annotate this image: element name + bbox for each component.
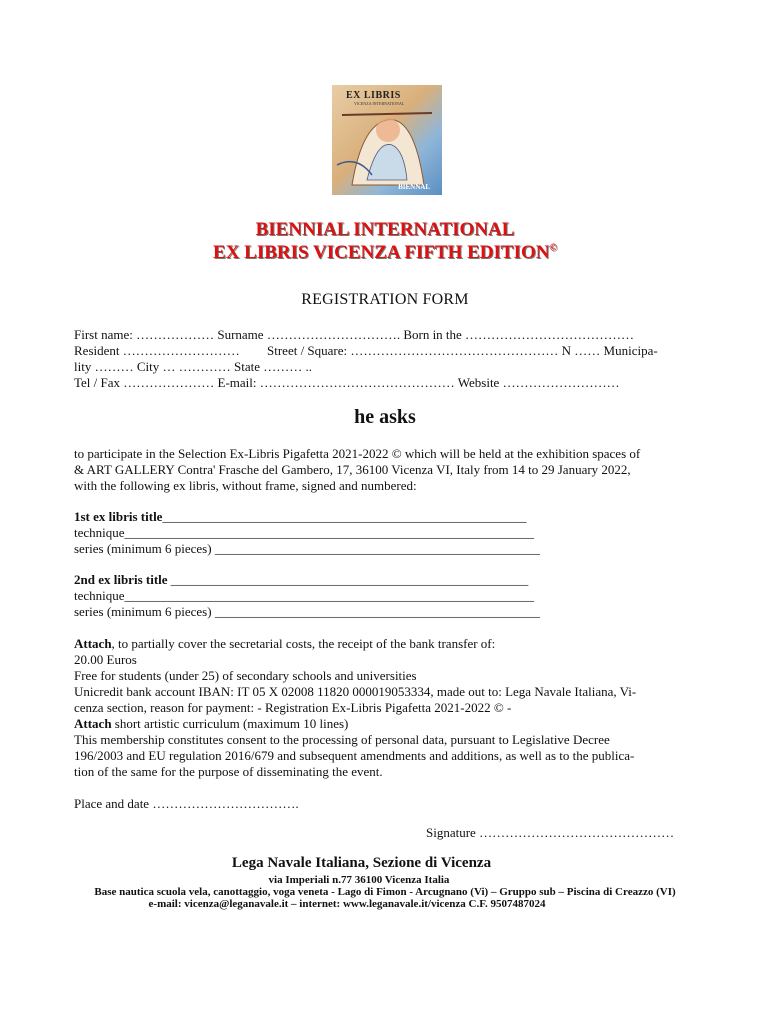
exlibris-logo [332,85,442,195]
copyright-mark: © [549,242,557,254]
consent-line1: This membership constitutes consent to the processing of personal data, pursuant to Legislative Decree [74,732,610,747]
entry1-technique-line[interactable]: _______________________________________________________________ [124,525,535,540]
logo-title: EX LIBRIS [346,90,401,101]
entry1-title-label: 1st ex libris title [74,509,163,524]
entry1-series-label: series (minimum 6 pieces) [74,541,215,556]
heading-line1: BIENNIAL INTERNATIONAL [255,219,515,240]
intro-line1: to participate in the Selection Ex-Libris Pigafetta 2021-2022 © which will be held at the exhibition spaces of [74,446,641,461]
entry1-series-field[interactable] [74,541,696,557]
place-date-field[interactable]: Place and date ……………………………. [74,796,299,811]
form-title: REGISTRATION FORM [301,291,469,308]
attach-receipt-line [74,636,696,652]
signature-field[interactable]: Signature ……………………………………… [426,825,675,840]
entry2-series-label: series (minimum 6 pieces) [74,604,215,619]
entry2-technique-line[interactable]: _______________________________________________________________ [124,588,535,603]
contact-fields-row[interactable]: Tel / Fax ………………… E-mail: ……………………………………… Website ……………………… [74,375,620,390]
entry2-series-field[interactable] [74,604,696,620]
entry2-technique-label: technique [74,588,125,603]
entry1-technique-label: technique [74,525,125,540]
resident-fields-row[interactable] [74,343,696,359]
consent-line3: tion of the same for the purpose of disseminating the event. [74,764,383,779]
bank-line2: cenza section, reason for payment: - Registration Ex-Libris Pigafetta 2021-2022 © - [74,700,512,715]
entry1-title-field[interactable] [74,509,696,525]
attach-text: , to partially cover the secretarial costs, the receipt of the bank transfer of: [111,636,496,651]
he-asks-heading: he asks [354,406,416,428]
fee-free-note: Free for students (under 25) of secondary schools and universities [74,668,417,683]
logo-subtitle: VICENZA INTERNATIONAL [354,101,405,106]
name-fields-row[interactable]: First name: ……………… Surname …………………………. Born in the ………………………………… [74,327,635,342]
entry2-title-line[interactable]: _______________________________________________________ [170,572,529,587]
entry1-series-line[interactable]: __________________________________________________ [214,541,540,556]
bank-line1: Unicredit bank account IBAN: IT 05 X 02008 11820 000019053334, made out to: Lega Navale Italiana, Vi- [74,684,637,699]
footer-contacts: e-mail: vicenza@leganavale.it – internet: www.leganavale.it/vicenza C.F. 9507487024 [148,898,546,910]
street-field[interactable]: Street / Square: ………………………………………… N …… Municipa- [267,343,658,358]
consent-line2: 196/2003 and EU regulation 2016/679 and subsequent amendments and additions, as well as to the publica- [74,748,635,763]
heading-line2-text: EX LIBRIS VICENZA FIFTH EDITION [213,242,550,263]
footer-address: via Imperiali n.77 36100 Vicenza Italia [268,874,450,886]
entry1-title-line[interactable]: ________________________________________________________ [162,509,527,524]
attach-curriculum-line [74,716,696,732]
logo-bottom-text: BIENNAL [398,183,430,191]
attach2-text: short artistic curriculum (maximum 10 lines) [111,716,349,731]
entry2-title-field[interactable] [74,572,696,588]
intro-line2: & ART GALLERY Contra' Frasche del Gambero, 17, 36100 Vicenza VI, Italy from 14 to 29 January 2022, [74,462,631,477]
city-fields-row[interactable]: lity ……… City … ………… State ……… .. [74,359,312,374]
attach-label: Attach [74,636,112,651]
heading-line2 [0,242,770,264]
entry2-title-label: 2nd ex libris title [74,572,171,587]
entry2-technique-field[interactable] [74,588,696,604]
footer-activities: Base nautica scuola vela, canottaggio, voga veneta - Lago di Fimon - Arcugnano (Vi) – Gruppo sub – Piscina di Creazzo (VI) [94,886,676,898]
intro-line3: with the following ex libris, without frame, signed and numbered: [74,478,417,493]
footer-organization: Lega Navale Italiana, Sezione di Vicenza [231,855,492,871]
fee-amount: 20.00 Euros [74,652,137,667]
resident-field[interactable]: Resident ……………………… [74,343,240,358]
entry1-technique-field[interactable] [74,525,696,541]
entry2-series-line[interactable]: __________________________________________________ [214,604,540,619]
attach2-label: Attach [74,716,112,731]
